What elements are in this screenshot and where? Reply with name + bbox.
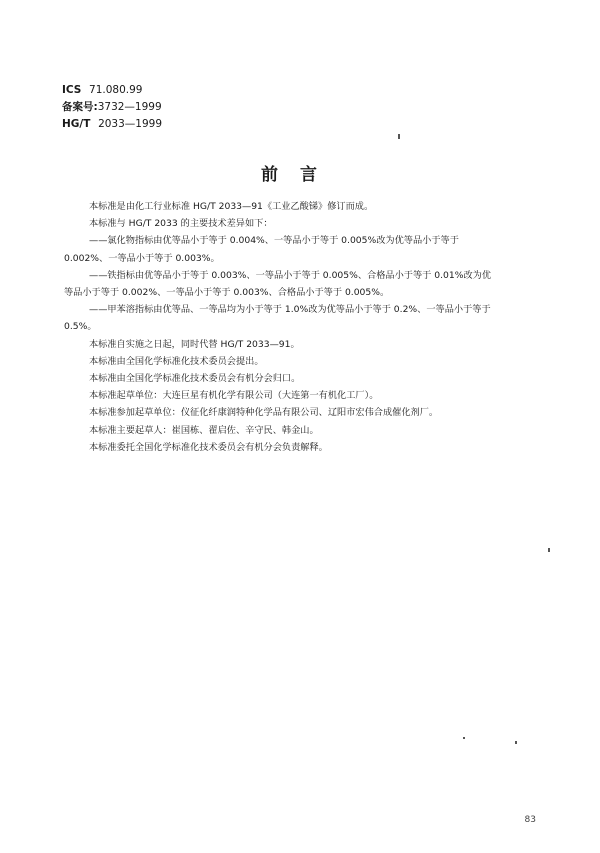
record-number (62, 99, 162, 116)
body-paragraph: ——铁指标由优等品小于等于 0.003%、一等品小于等于 0.005%、合格品小于等于 0.01%改为优 (89, 269, 492, 281)
ics-label: ICS (62, 84, 82, 96)
body-paragraph: 0.002%、一等品小于等于 0.003%。 (64, 252, 220, 264)
body-paragraph: 本标准自实施之日起，同时代替 HG/T 2033—91。 (89, 338, 300, 350)
scan-speck (548, 548, 550, 552)
standard-value: 2033—1999 (98, 118, 163, 130)
body-paragraph: 本标准与 HG/T 2033 的主要技术差异如下： (89, 218, 273, 230)
body-paragraph: 本标准由全国化学标准化技术委员会提出。 (89, 355, 264, 367)
page-number: 83 (524, 815, 536, 825)
body-paragraph: 本标准主要起草人：崔国栋、翟启佐、辛守民、韩金山。 (89, 424, 319, 436)
record-label: 备案号: (62, 101, 98, 113)
body-paragraph: ——氯化物指标由优等品小于等于 0.004%、一等品小于等于 0.005%改为优等品小于等于 (89, 235, 459, 247)
body-paragraph: 本标准起草单位：大连巨星有机化学有限公司（大连第一有机化工厂）。 (89, 390, 379, 402)
standard-number (62, 116, 162, 133)
body-paragraph: 0.5%。 (64, 321, 97, 333)
standard-header (62, 82, 162, 133)
body-paragraph: 本标准参加起草单位：仪征化纤康润特种化学品有限公司、辽阳市宏伟合成催化剂厂。 (89, 407, 439, 419)
scan-speck (398, 134, 400, 139)
body-paragraph: ——甲苯溶指标由优等品、一等品均为小于等于 1.0%改为优等品小于等于 0.2%、一等品小于等于 (89, 304, 491, 316)
page-title: 前言 (261, 165, 339, 185)
standard-label: HG/T (62, 118, 91, 130)
ics-value: 71.080.99 (89, 84, 143, 96)
scan-speck (515, 741, 517, 744)
body-paragraph: 本标准委托全国化学标准化技术委员会有机分会负责解释。 (89, 441, 328, 453)
body-paragraph: 本标准由全国化学标准化技术委员会有机分会归口。 (89, 373, 301, 385)
scan-speck (463, 737, 465, 739)
record-value: 3732—1999 (97, 101, 162, 113)
ics-code (62, 82, 162, 99)
body-paragraph: 等品小于等于 0.002%、一等品小于等于 0.003%、合格品小于等于 0.005%。 (64, 287, 390, 299)
body-paragraph: 本标准是由化工行业标准 HG/T 2033—91《工业乙酸锑》修订而成。 (89, 201, 374, 212)
preface-body (64, 198, 559, 456)
